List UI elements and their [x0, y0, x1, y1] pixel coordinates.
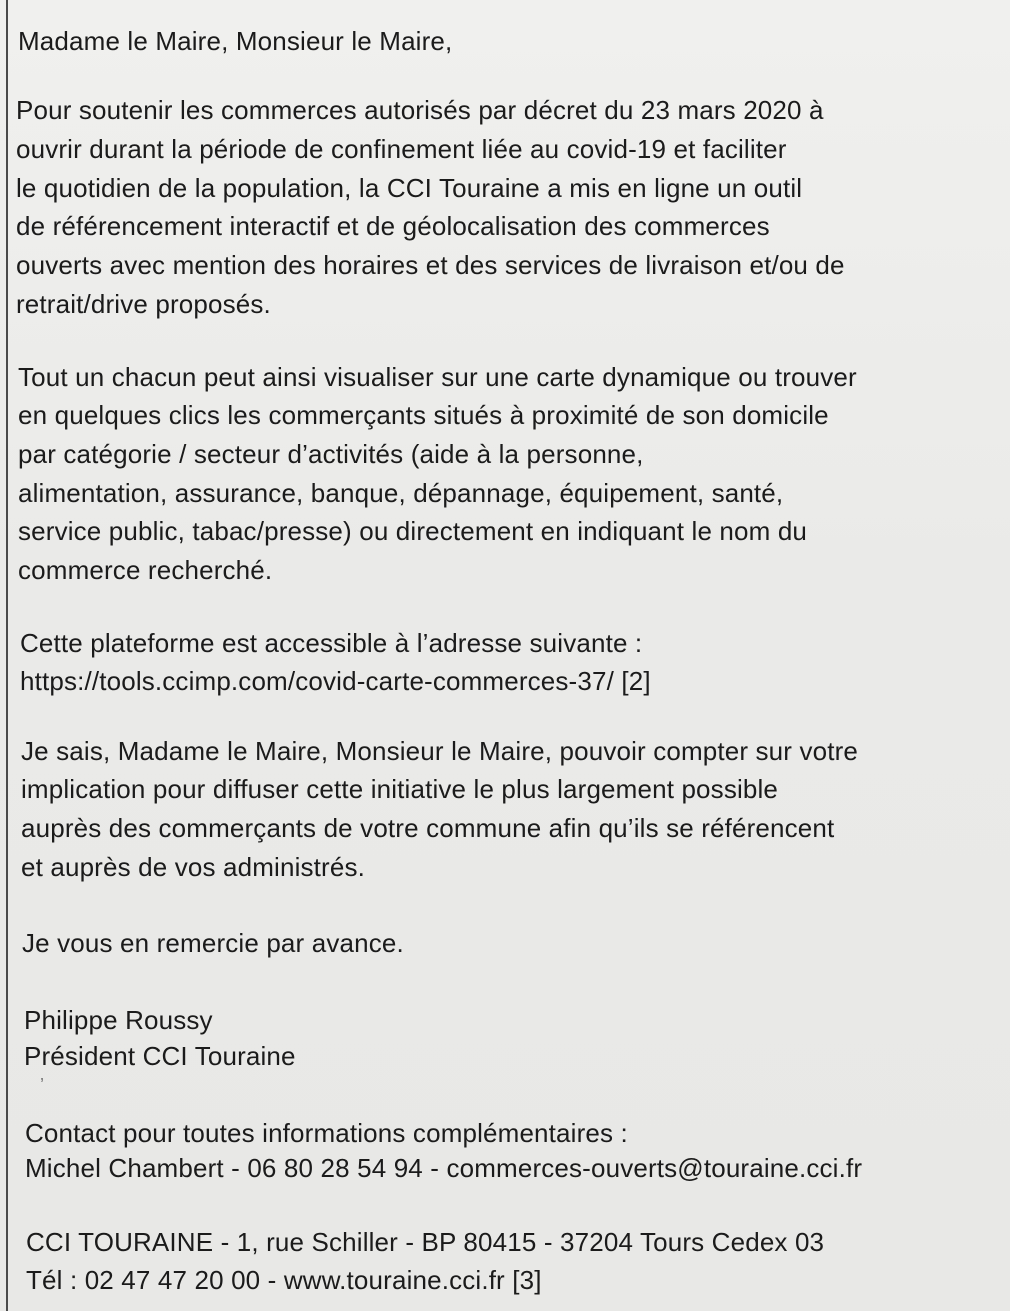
- paragraph2-line6: commerce recherché.: [18, 555, 273, 585]
- phone-line: Tél : 02 47 47 20 00 - www.touraine.cci.fr [3]: [26, 1265, 542, 1295]
- contact-heading: Contact pour toutes informations complémentaires :: [25, 1118, 628, 1148]
- paragraph1-line6: retrait/drive proposés.: [16, 289, 271, 319]
- paragraph2-line5: service public, tabac/presse) ou directement en indiquant le nom du: [18, 516, 808, 546]
- paragraph4-line2: implication pour diffuser cette initiative le plus largement possible: [21, 774, 779, 804]
- paragraph2-line4: alimentation, assurance, banque, dépannage, équipement, santé,: [18, 478, 784, 508]
- paragraph1-line3: le quotidien de la population, la CCI Touraine a mis en ligne un outil: [16, 173, 803, 203]
- paragraph1-line1: Pour soutenir les commerces autorisés par décret du 23 mars 2020 à: [16, 95, 824, 125]
- closing-sentence: Je vous en remercie par avance.: [22, 928, 404, 958]
- signatory-name: Philippe Roussy: [24, 1005, 213, 1035]
- paragraph2-line1: Tout un chacun peut ainsi visualiser sur une carte dynamique ou trouver: [18, 362, 857, 392]
- paragraph1-line4: de référencement interactif et de géolocalisation des commerces: [16, 211, 770, 241]
- paragraph4-line3: auprès des commerçants de votre commune afin qu’ils se référencent: [21, 813, 835, 843]
- paragraph2-line3: par catégorie / secteur d’activités (aide à la personne,: [18, 439, 644, 469]
- paragraph1-line2: ouvrir durant la période de confinement liée au covid-19 et faciliter: [16, 134, 787, 164]
- paragraph2-line2: en quelques clics les commerçants situés à proximité de son domicile: [18, 400, 829, 430]
- platform-url: https://tools.ccimp.com/covid-carte-commerces-37/ [2]: [20, 666, 651, 696]
- paragraph1-line5: ouverts avec mention des horaires et des services de livraison et/ou de: [16, 250, 845, 280]
- scan-mark: ’: [40, 1075, 44, 1095]
- salutation: Madame le Maire, Monsieur le Maire,: [18, 26, 453, 56]
- signatory-title: Président CCI Touraine: [24, 1041, 296, 1071]
- contact-line: Michel Chambert - 06 80 28 54 94 - commerces-ouverts@touraine.cci.fr: [25, 1153, 863, 1183]
- paragraph3-line1: Cette plateforme est accessible à l’adresse suivante :: [20, 628, 643, 658]
- address-line: CCI TOURAINE - 1, rue Schiller - BP 80415 - 37204 Tours Cedex 03: [26, 1227, 825, 1257]
- paragraph4-line4: et auprès de vos administrés.: [21, 852, 365, 882]
- page-left-edge: [6, 0, 8, 1311]
- paragraph4-line1: Je sais, Madame le Maire, Monsieur le Maire, pouvoir compter sur votre: [21, 736, 859, 766]
